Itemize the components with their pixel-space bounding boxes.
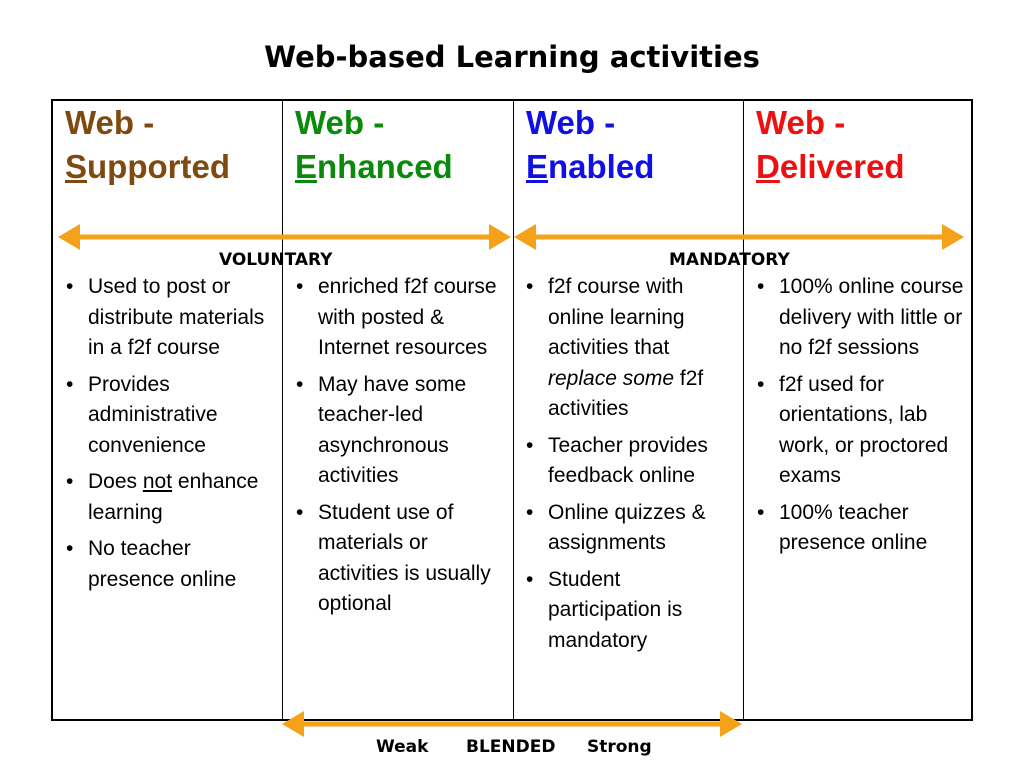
blended-arrow bbox=[282, 711, 742, 737]
bullet-item: • Used to post or distribute materials in a f2f course bbox=[60, 272, 275, 364]
bullet-item: • Student use of materials or activities is usually optional bbox=[290, 498, 508, 620]
bullet-item: • Provides administrative convenience bbox=[60, 370, 275, 462]
italic-phrase: replace some bbox=[548, 366, 675, 390]
header-initial: S bbox=[65, 148, 88, 185]
header-rest: upported bbox=[87, 148, 230, 185]
bullet-item: • Online quizzes & assignments bbox=[520, 498, 738, 559]
header-line1: Web - bbox=[756, 104, 846, 141]
bullet-item: • 100% teacher presence online bbox=[751, 498, 966, 559]
header-rest: nabled bbox=[548, 148, 655, 185]
bullet-item: • Teacher provides feedback online bbox=[520, 431, 738, 492]
bullet-item: • enriched f2f course with posted & Internet resources bbox=[290, 272, 508, 364]
bullet-text: f2f activities bbox=[548, 366, 704, 420]
bullet-item: • 100% online course delivery with little or no f2f sessions bbox=[751, 272, 966, 364]
bullet-text: Does bbox=[88, 470, 143, 493]
bullet-item: • No teacher presence online bbox=[60, 534, 275, 595]
voluntary-arrow bbox=[58, 224, 511, 250]
bullet-text: enhance learning bbox=[88, 470, 259, 524]
bullet-item: • f2f used for orientations, lab work, or proctored exams bbox=[751, 370, 966, 492]
header-line1: Web - bbox=[526, 104, 616, 141]
voluntary-label: VOLUNTARY bbox=[219, 250, 333, 270]
weak-label: Weak bbox=[376, 737, 429, 757]
blended-label: BLENDED bbox=[466, 737, 556, 757]
header-rest: elivered bbox=[779, 148, 905, 185]
mandatory-label: MANDATORY bbox=[669, 250, 790, 270]
page-title: Web-based Learning activities bbox=[264, 40, 760, 74]
bullet-text: f2f course with online learning activities that bbox=[548, 275, 685, 359]
mandatory-arrow bbox=[514, 224, 964, 250]
header-line1: Web - bbox=[65, 104, 155, 141]
header-initial: E bbox=[295, 148, 318, 185]
header-line1: Web - bbox=[295, 104, 385, 141]
bullet-item: • May have some teacher-led asynchronous activities bbox=[290, 370, 508, 492]
underlined-word: not bbox=[142, 470, 173, 493]
header-rest: nhanced bbox=[317, 148, 453, 185]
header-initial: E bbox=[526, 148, 549, 185]
header-initial: D bbox=[756, 148, 780, 185]
strong-label: Strong bbox=[587, 737, 652, 757]
bullet-item: • Student participation is mandatory bbox=[520, 565, 738, 657]
